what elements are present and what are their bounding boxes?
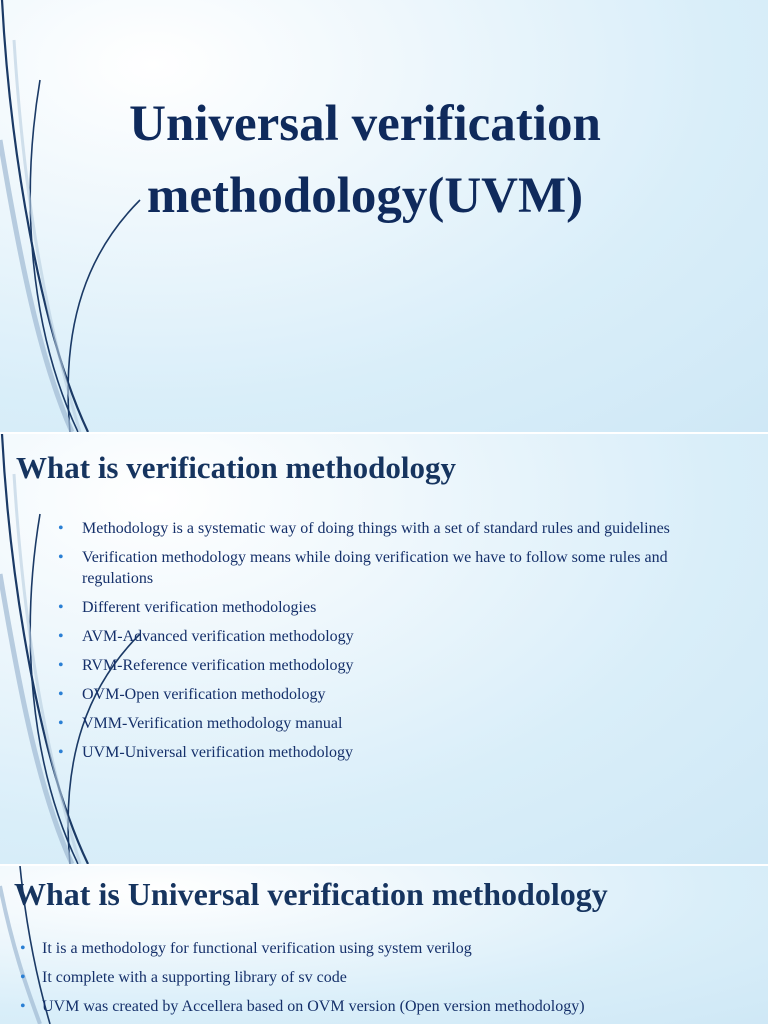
bullet-text: OVM-Open verification methodology (82, 686, 326, 703)
bullet-text: UVM-Universal verification methodology (82, 744, 354, 761)
bullet-list (20, 938, 742, 1024)
list-item (20, 967, 742, 988)
bullet-icon: • (58, 628, 64, 645)
content-slide-verification-methodology (0, 434, 768, 864)
bullet-text: UVM was created by Accellera based on OVM version (Open version methodology) (42, 998, 585, 1015)
bullet-icon: • (58, 549, 64, 566)
title-line-1: Universal verification (129, 96, 601, 152)
bullet-text: Methodology is a systematic way of doing things with a set of standard rules and guidelines (82, 520, 670, 537)
list-item (58, 518, 682, 539)
content-slide-uvm (0, 866, 768, 1024)
bullet-text: RVM-Reference verification methodology (82, 657, 354, 674)
bullet-icon: • (20, 969, 26, 986)
list-item (58, 597, 682, 618)
list-item (20, 938, 742, 959)
slide-heading: What is Universal verification methodology (14, 876, 608, 912)
list-item (58, 626, 682, 647)
title-slide (0, 0, 768, 432)
bullet-text: It is a methodology for functional verification using system verilog (42, 940, 472, 957)
title-line-2: methodology(UVM) (146, 168, 584, 224)
bullet-text: It complete with a supporting library of sv code (42, 969, 347, 986)
bullet-icon: • (58, 744, 64, 761)
bullet-text: Different verification methodologies (82, 599, 317, 616)
bullet-icon: • (58, 657, 64, 674)
list-item (58, 547, 682, 589)
list-item (58, 684, 682, 705)
bullet-icon: • (20, 998, 26, 1015)
bullet-icon: • (58, 520, 64, 537)
list-item (58, 655, 682, 676)
bullet-text: Verification methodology means while doing verification we have to follow some rules and regulations (82, 549, 668, 587)
bullet-icon: • (20, 940, 26, 957)
bullet-icon: • (58, 715, 64, 732)
list-item (58, 713, 682, 734)
bullet-list (58, 518, 682, 771)
bullet-text: VMM-Verification methodology manual (82, 715, 343, 732)
slide-heading: What is verification methodology (16, 450, 456, 485)
bullet-icon: • (58, 686, 64, 703)
bullet-text: AVM-Advanced verification methodology (82, 628, 354, 645)
list-item (20, 996, 742, 1017)
bullet-icon: • (58, 599, 64, 616)
slide-title (0, 88, 730, 232)
list-item (58, 742, 682, 763)
